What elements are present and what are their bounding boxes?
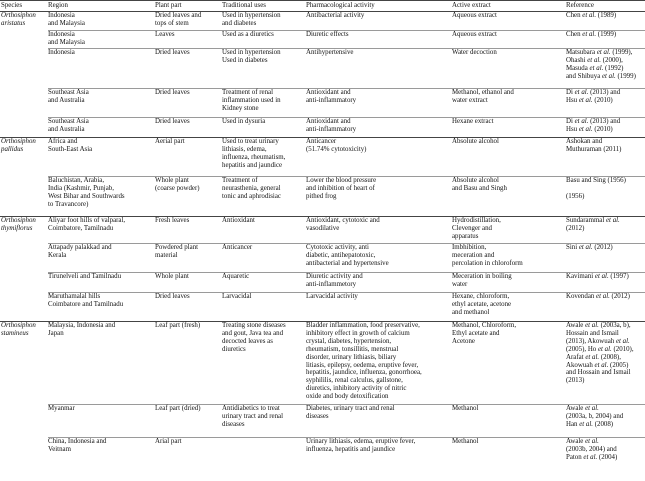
cell-uses: Treating stone diseases xyxy=(222,322,286,329)
reference-etal: et al. xyxy=(585,405,599,412)
cell-extract: Hexane extract xyxy=(452,118,494,125)
reference-etal: et al. xyxy=(574,118,589,125)
cell-activity: Anticancer xyxy=(306,138,337,145)
reference-year: (1992) xyxy=(603,64,624,72)
reference-author: (2012) xyxy=(566,224,585,232)
cell-uses: Larvacidal xyxy=(222,293,252,300)
cell-reference xyxy=(566,126,613,134)
cell-activity: Antibacterial activity xyxy=(306,12,365,19)
cell-extract: Meceration in boiling xyxy=(452,273,512,280)
cell-plant-part: Powdered plant xyxy=(155,244,199,251)
cell-reference xyxy=(566,346,634,354)
cell-activity: vasodilative xyxy=(306,224,340,232)
reference-author: (2013) xyxy=(566,377,585,385)
cell-plant-part: Fresh leaves xyxy=(155,217,190,224)
reference-author: Hsu xyxy=(566,125,579,133)
cell-extract: ethyl acetate, acetone xyxy=(452,300,512,308)
cell-reference xyxy=(566,293,630,301)
cell-plant-part: Aerial part xyxy=(155,138,185,145)
cell-activity: diseases xyxy=(306,412,329,420)
cell-uses: diuretics xyxy=(222,345,246,353)
reference-author: Arafat xyxy=(566,353,586,361)
reference-year: (2004) xyxy=(597,453,618,461)
cell-plant-part: tops of stem xyxy=(155,19,189,27)
cell-plant-part: Leaf part (fresh) xyxy=(155,322,201,329)
cell-reference xyxy=(566,89,620,97)
cell-plant-part: Whole plant xyxy=(155,177,189,184)
cell-region: Indonesia xyxy=(48,49,75,56)
reference-etal: et al. xyxy=(578,96,593,104)
cell-reference xyxy=(566,118,620,126)
table-top-rule xyxy=(0,0,645,1)
cell-uses: tonic and aphrodisiac xyxy=(222,192,281,200)
reference-author: Muthuraman (2011) xyxy=(566,145,622,153)
header-species: Species xyxy=(1,2,23,9)
cell-region: Africa and xyxy=(48,138,78,145)
cell-uses: Antioxidant xyxy=(222,217,255,224)
cell-uses: Used in hypertension xyxy=(222,12,281,19)
reference-author: Han xyxy=(566,420,580,428)
cell-uses: Used as a diuretics xyxy=(222,31,274,38)
cell-species: stamineus xyxy=(1,329,29,337)
cell-reference xyxy=(566,73,636,81)
cell-region: Baluchistan, Arabia, xyxy=(48,177,105,184)
cell-reference xyxy=(566,12,616,20)
cell-plant-part: Whole plant xyxy=(155,273,189,280)
cell-activity: Diuretic activity and xyxy=(306,273,363,280)
cell-activity: Diuretic effects xyxy=(306,31,349,38)
cell-uses: Antidiabetics to treat xyxy=(222,405,280,412)
cell-species: Orthosiphon xyxy=(1,322,36,329)
cell-activity: Larvacidal activity xyxy=(306,293,358,300)
cell-plant-part: Arial part xyxy=(155,438,182,445)
reference-author: Awale xyxy=(566,405,586,412)
reference-etal: et al. xyxy=(582,12,597,19)
reference-author: Hossain and Ismail xyxy=(566,329,619,337)
header-region: Region xyxy=(48,2,68,9)
reference-author: (1956) xyxy=(566,192,585,200)
reference-etal: et al. xyxy=(585,438,599,445)
cell-uses: lithiasis, edema, xyxy=(222,145,267,153)
reference-year: (2012) xyxy=(592,244,613,251)
cell-uses: Aquaretic xyxy=(222,273,250,280)
cell-species: Orthosiphon xyxy=(1,12,36,19)
reference-etal: et al. xyxy=(587,56,602,64)
cell-reference xyxy=(566,97,613,105)
cell-extract: Methanol, ethanol and xyxy=(452,89,514,96)
cell-plant-part: Leaf part (dried) xyxy=(155,405,201,412)
cell-reference xyxy=(566,438,599,446)
reference-etal: et al. xyxy=(585,353,600,361)
cell-activity: (51.74% cytotoxicity) xyxy=(306,145,367,153)
cell-reference xyxy=(566,57,623,65)
reference-year: (1999), xyxy=(610,49,633,56)
cell-activity: antibacterial and hypertensive xyxy=(306,259,389,267)
cell-activity: anti-inflammatory xyxy=(306,96,357,104)
cell-uses: influenza, rheumatism, xyxy=(222,153,286,161)
cell-species: Orthosiphon xyxy=(1,217,36,224)
cell-reference xyxy=(566,405,599,413)
cell-uses: Anticancer xyxy=(222,244,253,251)
reference-author: (2005), Ho xyxy=(566,345,598,353)
cell-extract: Absolute alcohol xyxy=(452,138,499,145)
cell-uses: Treatment of xyxy=(222,177,258,184)
reference-etal: et al. xyxy=(578,244,593,251)
cell-reference xyxy=(566,421,613,429)
cell-extract: Acetone xyxy=(452,337,475,345)
cell-extract: Hexane, chloroform, xyxy=(452,293,510,300)
reference-year: (2010), xyxy=(611,345,634,353)
reference-author: Awale xyxy=(566,438,586,445)
cell-activity: syphililis, renal calculus, gallstone, xyxy=(306,377,403,385)
reference-author: Kovendan xyxy=(566,293,597,300)
cell-region: and Malaysia xyxy=(48,38,85,46)
cell-reference xyxy=(566,369,631,377)
cell-reference xyxy=(566,273,629,281)
cell-reference xyxy=(566,454,617,462)
cell-region: China, Indonesia and xyxy=(48,438,107,445)
reference-etal: et al. xyxy=(596,293,610,300)
cell-species: pallidus xyxy=(1,145,24,153)
reference-author: Di xyxy=(566,89,575,96)
reference-year: (2013) and xyxy=(588,118,621,125)
cell-region: Kerala xyxy=(48,251,67,259)
reference-author: Masuda xyxy=(566,64,590,72)
reference-etal: et al. xyxy=(597,345,612,353)
cell-plant-part: Dried leaves xyxy=(155,89,190,96)
reference-etal: et al. xyxy=(594,361,609,369)
cell-reference xyxy=(566,193,584,201)
cell-uses: and diabetes xyxy=(222,19,257,27)
cell-region: Malaysia, Indonesia and xyxy=(48,322,116,329)
cell-plant-part: (coarse powder) xyxy=(155,184,200,192)
cell-region: Veitnam xyxy=(48,445,71,453)
cell-plant-part: Dried leaves xyxy=(155,118,190,125)
cell-extract: Absolute alcohol xyxy=(452,177,499,184)
cell-plant-part: Dried leaves and xyxy=(155,12,202,19)
cell-reference xyxy=(566,413,623,421)
cell-activity: Antioxidant and xyxy=(306,118,351,125)
reference-author: Akowuah xyxy=(566,361,595,369)
cell-plant-part: material xyxy=(155,251,178,259)
cell-reference xyxy=(566,31,616,39)
reference-etal: et al. xyxy=(596,49,611,56)
cell-activity: hepatitis, jaundice, influenza, gonorrhoea, xyxy=(306,369,422,377)
reference-year: (1989) xyxy=(596,12,617,19)
cell-region: Indonesia xyxy=(48,12,75,19)
cell-species: Orthosiphon xyxy=(1,138,36,145)
cell-activity: inhibitory effect in growth of calcium xyxy=(306,329,410,337)
reference-etal: et al. xyxy=(578,125,593,133)
reference-etal: et al. xyxy=(583,453,598,461)
cell-region: and Australia xyxy=(48,96,85,104)
cell-extract: Methanol xyxy=(452,438,479,445)
cell-uses: decocted leaves as xyxy=(222,337,273,345)
cell-reference xyxy=(566,244,613,252)
cell-region: and Australia xyxy=(48,125,85,133)
cell-region: Myanmar xyxy=(48,405,75,412)
cell-region: Coimbatore, Tamilnadu xyxy=(48,224,114,232)
cell-uses: Kidney stone xyxy=(222,104,259,112)
reference-etal: et al. xyxy=(606,217,620,224)
cell-activity: diabetic, antihepatotoxic, xyxy=(306,251,376,259)
cell-plant-part: Dried leaves xyxy=(155,49,190,56)
cell-species: thymiflorus xyxy=(1,224,33,232)
reference-year: (1999) xyxy=(596,31,617,38)
cell-uses: Used in hypertension xyxy=(222,49,281,56)
cell-reference xyxy=(566,362,628,370)
cell-extract: and methanol xyxy=(452,308,490,316)
cell-region: India (Kashmir, Punjab, xyxy=(48,184,114,192)
cell-extract: water xyxy=(452,280,468,288)
reference-etal: et al. xyxy=(579,420,593,428)
cell-activity: disorder, urinary lithiasis, biliary xyxy=(306,353,397,361)
cell-activity: Antioxidant, cytotoxic and xyxy=(306,217,380,224)
cell-extract: Imbhibition, xyxy=(452,244,487,251)
reference-year: (2008) xyxy=(592,420,614,428)
reference-author: Paton xyxy=(566,453,584,461)
reference-etal: et al. xyxy=(594,273,609,280)
cell-reference xyxy=(566,49,632,57)
reference-year: (2008), xyxy=(599,353,621,361)
cell-uses: Used in diabetes xyxy=(222,56,268,64)
cell-extract: Hydrodistillation, xyxy=(452,217,501,224)
cell-reference xyxy=(566,225,584,233)
cell-reference xyxy=(566,177,626,185)
cell-region: to Travancore) xyxy=(48,200,89,208)
cell-activity: Cytotoxic activity, anti xyxy=(306,244,369,251)
cell-region: Southeast Asia xyxy=(48,89,89,96)
cell-activity: anti-inflammetory xyxy=(306,280,357,288)
cell-activity: Urinary lithiasis, edema, eruptive fever, xyxy=(306,438,416,445)
cell-activity: Bladder inflammation, food preservative, xyxy=(306,322,420,329)
cell-extract: Methanol, Chloroform, xyxy=(452,322,517,329)
cell-region: Southeast Asia xyxy=(48,118,89,125)
cell-uses: neurasthenia, general xyxy=(222,184,281,192)
cell-region: West Bihar and Southwards xyxy=(48,192,125,200)
cell-region: South-East Asia xyxy=(48,145,93,153)
cell-activity: Lower the blood pressure xyxy=(306,177,377,184)
cell-extract: Aqueous extract xyxy=(452,31,497,38)
reference-author: (2003b, 2004) and xyxy=(566,445,617,453)
cell-uses: and gout, Java tea and xyxy=(222,329,284,337)
cell-reference xyxy=(566,377,584,385)
cell-uses: Used in dysuria xyxy=(222,118,266,125)
reference-etal: et al. xyxy=(589,64,604,72)
cell-uses: inflammation used in xyxy=(222,96,281,104)
reference-author: (2003a, b, 2004) and xyxy=(566,412,624,420)
cell-activity: diuretics, inhibitory activity of nitric xyxy=(306,385,407,393)
cell-extract: Clevenger and xyxy=(452,224,492,232)
reference-etal: et al. xyxy=(585,322,599,329)
cell-activity: oxide and body detoxification xyxy=(306,393,389,401)
cell-reference xyxy=(566,138,602,146)
cell-reference xyxy=(566,146,621,154)
cell-region: Coimbatore and Tamilnadu xyxy=(48,300,124,308)
reference-year: (2005) xyxy=(608,361,629,369)
cell-extract: Aqueous extract xyxy=(452,12,497,19)
reference-etal: et al. xyxy=(574,89,589,96)
cell-region: Tirunelveli and Tamilnadu xyxy=(48,273,122,280)
cell-activity: rheumatism, tonsillitis, menstrual xyxy=(306,345,399,353)
reference-author: Ashokan and xyxy=(566,138,603,145)
cell-reference xyxy=(566,322,631,330)
reference-year: (2010) xyxy=(592,125,613,133)
cell-reference xyxy=(566,338,630,346)
header-extract: Active extract xyxy=(452,2,491,9)
header-uses: Traditional uses xyxy=(222,2,266,9)
reference-year: (2010) xyxy=(592,96,613,104)
cell-plant-part: Dried leaves xyxy=(155,293,190,300)
reference-author: Di xyxy=(566,118,575,125)
reference-year: (2012) xyxy=(609,293,630,300)
reference-author: Chen xyxy=(566,31,583,38)
cell-extract: apparatus xyxy=(452,232,479,240)
reference-author: Sini xyxy=(566,244,579,251)
cell-region: Japan xyxy=(48,329,64,337)
reference-author: and Shibuya xyxy=(566,72,602,80)
cell-extract: water extract xyxy=(452,96,488,104)
cell-reference xyxy=(566,217,620,225)
reference-author: Sundarammal xyxy=(566,217,606,224)
reference-author: Chen xyxy=(566,12,583,19)
cell-activity: Antihypertensive xyxy=(306,49,354,56)
cell-region: Aliyar foot hills of valparal, xyxy=(48,217,126,224)
cell-extract: Ethyl acetate and xyxy=(452,329,500,337)
cell-activity: Diabetes, urinary tract and renal xyxy=(306,405,395,412)
reference-year: (2013) and xyxy=(588,89,621,96)
reference-etal: et al. xyxy=(582,31,597,38)
cell-reference xyxy=(566,354,621,362)
reference-year: (2003a, b), xyxy=(598,322,631,329)
reference-author: Ohashi xyxy=(566,56,588,64)
reference-author: (2013), Akowuah xyxy=(566,337,616,345)
cell-activity: pithed frog xyxy=(306,192,337,200)
cell-extract: meceration and xyxy=(452,251,495,259)
cell-activity: crystal, diabetes, hypertension, xyxy=(306,337,392,345)
cell-reference xyxy=(566,446,617,454)
cell-uses: Used to treat urinary xyxy=(222,138,279,145)
cell-uses: urinary tract and renal xyxy=(222,412,284,420)
cell-extract: and Basu and Singh xyxy=(452,184,507,192)
cell-plant-part: Leaves xyxy=(155,31,175,38)
cell-uses: hepatitis and jaundice xyxy=(222,161,283,169)
cell-reference xyxy=(566,65,623,73)
reference-year: (2000), xyxy=(601,56,623,64)
reference-etal: et al. xyxy=(601,72,616,80)
header-activity: Pharmacological activity xyxy=(306,2,375,9)
cell-region: Attapady palakkad and xyxy=(48,244,112,251)
cell-reference xyxy=(566,330,619,338)
cell-uses: diseases xyxy=(222,420,245,428)
reference-author: Hsu xyxy=(566,96,579,104)
cell-region: Indonesia xyxy=(48,31,75,38)
cell-species: aristatus xyxy=(1,19,26,27)
cell-activity: Antioxidant and xyxy=(306,89,351,96)
reference-author: Matsubara xyxy=(566,49,597,56)
cell-activity: and inhibition of heart of xyxy=(306,184,375,192)
reference-author: Awale xyxy=(566,322,586,329)
reference-author: and Hossain and Ismail xyxy=(566,369,631,377)
cell-extract: Water decoction xyxy=(452,49,497,56)
cell-region: Maruthamalal hills xyxy=(48,293,101,300)
reference-etal: et al. xyxy=(615,337,630,345)
cell-extract: percolation in chloroform xyxy=(452,259,523,267)
cell-uses: Treatment of renal xyxy=(222,89,274,96)
cell-activity: litiasis, epilepsy, oedema, eruptive fever, xyxy=(306,361,419,369)
cell-region: and Malaysia xyxy=(48,19,85,27)
header-plant-part: Plant part xyxy=(155,2,182,9)
reference-year: (1997) xyxy=(608,273,629,280)
reference-year: (1999) xyxy=(615,72,636,80)
cell-activity: anti-inflammatory xyxy=(306,125,357,133)
cell-extract: Methanol xyxy=(452,405,479,412)
header-reference: Reference xyxy=(566,2,594,9)
cell-activity: influenza, hepatitis and jaundice xyxy=(306,445,396,453)
reference-author: Basu and Sing (1956) xyxy=(566,177,626,184)
reference-author: Kavimani xyxy=(566,273,595,280)
